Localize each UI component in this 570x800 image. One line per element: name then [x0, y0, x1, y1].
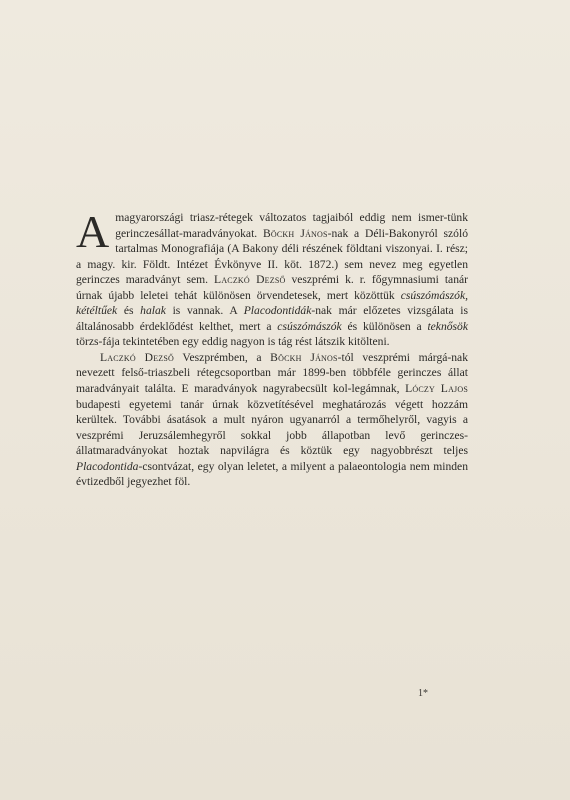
text-run: -tól veszprémi márgá-nak nevezett felső-triaszbeli rétegcsoportban már 1899-ben többféle gerinczes állat maradványait találta. E maradványok nagyrabecsült kol-legámnak,	[76, 350, 468, 396]
body-text	[76, 206, 469, 490]
author-name: Laczkó Dezső	[100, 350, 175, 364]
italic-term: csúszómászók	[277, 319, 342, 333]
text-run: törzs-fája tekintetében egy eddig nagyon is tág rést látszik kitölteni.	[76, 335, 390, 349]
page-number: 1*	[418, 688, 428, 699]
text-run: -nak a Déli-Bakonyról szóló tartalmas Monografiája (A Bakony déli részének földtani viszonyai. I. rész; a magy. kir. Földt. Intézet Évkönyve II. köt. 1872.) sem nevez meg egyetlen gerinczes maradványt sem.	[76, 226, 468, 287]
text-run: -csontvázat, egy olyan leletet, a milyent a palaeontologia nem minden évtizedből jegyezhet föl.	[76, 459, 468, 489]
paragraph-2	[76, 350, 468, 490]
author-name: Böckh János	[270, 350, 338, 364]
drop-cap-letter: A	[76, 206, 110, 257]
italic-term: halak	[140, 304, 166, 318]
text-run: veszprémi k. r. főgymnasiumi tanár úrnak újabb leletei tehát különösen örvendetesek, mert közöttük	[76, 273, 469, 302]
text-run: és különösen a	[341, 319, 428, 333]
text-run: is vannak. A	[165, 304, 244, 318]
text-run: Veszprémben, a	[174, 350, 271, 364]
text-run: budapesti egyetemi tanár úrnak közvetítésével meghatározás végett hozzám kerültek. További ásatások a mult nyáron ugyanarról a termőhelyről, vagyis a veszprémi Jeruzsálemhegyről sokkal jobb állapotban levő gerinczes-állatmaradványokat hoztak napvilágra és köztük egy nagyobbrészt teljes	[76, 397, 468, 458]
italic-term: Placodontida	[76, 459, 139, 473]
author-name: Böckh János	[262, 226, 328, 240]
italic-term: Placodontidák	[243, 304, 312, 318]
author-name: Laczkó Dezső	[214, 273, 286, 287]
italic-term: teknősök	[427, 319, 468, 333]
text-run: magyarországi triasz-rétegek változatos tagjaiból eddig nem ismer-tünk gerinczesállat-maradványokat.	[115, 211, 468, 240]
paragraph-1	[76, 206, 469, 350]
text-run: -nak már előzetes vizsgálata is általánosabb érdeklődést kelthet, mert a	[76, 304, 468, 333]
text-run: és	[117, 304, 141, 318]
italic-term: csúszómászók, kétéltűek	[76, 288, 468, 318]
author-name: Lóczy Lajos	[405, 382, 468, 396]
